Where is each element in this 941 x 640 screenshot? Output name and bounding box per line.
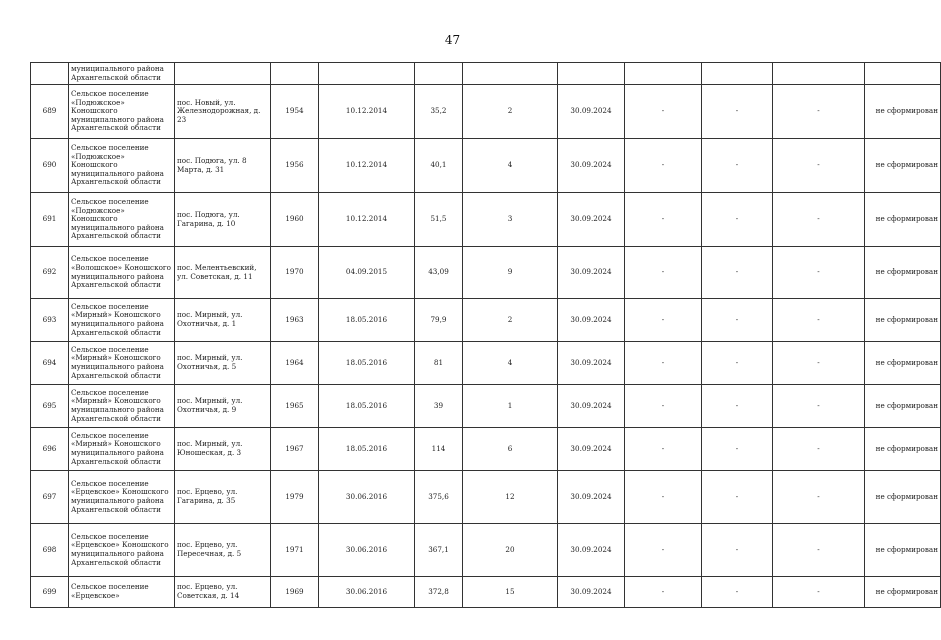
- cell-residents: 2: [463, 299, 558, 342]
- cell-planned-date: 30.09.2024: [558, 471, 625, 524]
- cell-dash-1: -: [625, 299, 702, 342]
- cell-address: пос. Подюга, ул. Гагарина, д. 10: [175, 193, 271, 247]
- cell-year-built: 1969: [271, 577, 319, 608]
- cell-row-number: 693: [31, 299, 69, 342]
- table-row: [31, 85, 941, 139]
- cell-row-number: 694: [31, 342, 69, 385]
- cell-residents: 2: [463, 85, 558, 139]
- cell-year-built: 1954: [271, 85, 319, 139]
- table-row: [31, 139, 941, 193]
- table-row: [31, 471, 941, 524]
- cell-dash-1: -: [625, 471, 702, 524]
- cell-row-number: 695: [31, 385, 69, 428]
- cell-address: пос. Ерцево, ул. Пересечная, д. 5: [175, 524, 271, 577]
- cell-status: не сформирован: [865, 139, 941, 193]
- cell-year-built: 1979: [271, 471, 319, 524]
- cell-empty: [865, 63, 941, 85]
- cell-owner: Сельское поселение «Волошское» Коношского муниципального района Архангельской области: [69, 247, 175, 299]
- cell-address: пос. Мирный, ул. Охотничья, д. 9: [175, 385, 271, 428]
- cell-planned-date: 30.09.2024: [558, 193, 625, 247]
- cell-status: не сформирован: [865, 428, 941, 471]
- cell-owner: Сельское поселение «Подюжское» Коношского муниципального района Архангельской области: [69, 85, 175, 139]
- cell-planned-date: 30.09.2024: [558, 85, 625, 139]
- cell-recognition-date: 18.05.2016: [319, 428, 415, 471]
- cell-residents: 12: [463, 471, 558, 524]
- cell-dash-3: -: [773, 193, 865, 247]
- cell-row-number: 696: [31, 428, 69, 471]
- cell-empty: [463, 63, 558, 85]
- cell-year-built: 1956: [271, 139, 319, 193]
- cell-planned-date: 30.09.2024: [558, 524, 625, 577]
- cell-dash-3: -: [773, 385, 865, 428]
- cell-owner: Сельское поселение «Подюжское» Коношского муниципального района Архангельской области: [69, 193, 175, 247]
- cell-dash-3: -: [773, 299, 865, 342]
- cell-owner: муниципального района Архангельской области: [69, 63, 175, 85]
- cell-empty: [319, 63, 415, 85]
- cell-dash-2: -: [702, 524, 773, 577]
- cell-area: 375,6: [415, 471, 463, 524]
- cell-dash-2: -: [702, 139, 773, 193]
- cell-dash-2: -: [702, 428, 773, 471]
- cell-owner: Сельское поселение «Мирный» Коношского муниципального района Архангельской области: [69, 385, 175, 428]
- cell-row-number: 690: [31, 139, 69, 193]
- cell-dash-1: -: [625, 85, 702, 139]
- cell-status: не сформирован: [865, 385, 941, 428]
- cell-recognition-date: 30.06.2016: [319, 524, 415, 577]
- cell-address: пос. Подюга, ул. 8 Марта, д. 31: [175, 139, 271, 193]
- cell-empty: [773, 63, 865, 85]
- cell-recognition-date: 18.05.2016: [319, 299, 415, 342]
- cell-dash-3: -: [773, 428, 865, 471]
- cell-planned-date: 30.09.2024: [558, 247, 625, 299]
- cell-dash-1: -: [625, 577, 702, 608]
- cell-owner: Сельское поселение «Ерцевское» Коношского муниципального района Архангельской области: [69, 524, 175, 577]
- cell-num: [31, 63, 69, 85]
- cell-empty: [175, 63, 271, 85]
- continuation-row: [31, 63, 941, 85]
- cell-recognition-date: 04.09.2015: [319, 247, 415, 299]
- cell-status: не сформирован: [865, 247, 941, 299]
- cell-address: пос. Ерцево, ул. Гагарина, д. 35: [175, 471, 271, 524]
- cell-owner: Сельское поселение «Мирный» Коношского муниципального района Архангельской области: [69, 342, 175, 385]
- cell-owner: Сельское поселение «Ерцевское» Коношского муниципального района Архангельской области: [69, 471, 175, 524]
- table-row: [31, 299, 941, 342]
- cell-planned-date: 30.09.2024: [558, 385, 625, 428]
- cell-dash-2: -: [702, 471, 773, 524]
- cell-row-number: 697: [31, 471, 69, 524]
- cell-dash-1: -: [625, 139, 702, 193]
- housing-registry-table: [30, 62, 941, 608]
- cell-recognition-date: 18.05.2016: [319, 342, 415, 385]
- cell-status: не сформирован: [865, 524, 941, 577]
- table-row: [31, 385, 941, 428]
- cell-planned-date: 30.09.2024: [558, 299, 625, 342]
- cell-status: не сформирован: [865, 342, 941, 385]
- cell-year-built: 1967: [271, 428, 319, 471]
- cell-year-built: 1964: [271, 342, 319, 385]
- cell-planned-date: 30.09.2024: [558, 577, 625, 608]
- cell-recognition-date: 30.06.2016: [319, 471, 415, 524]
- cell-row-number: 699: [31, 577, 69, 608]
- cell-dash-1: -: [625, 247, 702, 299]
- cell-area: 372,8: [415, 577, 463, 608]
- cell-address: пос. Ерцево, ул. Советская, д. 14: [175, 577, 271, 608]
- cell-dash-3: -: [773, 139, 865, 193]
- cell-status: не сформирован: [865, 471, 941, 524]
- cell-address: пос. Мирный, ул. Охотничья, д. 5: [175, 342, 271, 385]
- cell-owner: Сельское поселение «Мирный» Коношского муниципального района Архангельской области: [69, 428, 175, 471]
- cell-dash-3: -: [773, 85, 865, 139]
- cell-area: 39: [415, 385, 463, 428]
- cell-dash-3: -: [773, 342, 865, 385]
- cell-residents: 6: [463, 428, 558, 471]
- cell-status: не сформирован: [865, 85, 941, 139]
- cell-empty: [625, 63, 702, 85]
- cell-year-built: 1960: [271, 193, 319, 247]
- table-row: [31, 193, 941, 247]
- cell-area: 114: [415, 428, 463, 471]
- cell-recognition-date: 10.12.2014: [319, 139, 415, 193]
- cell-row-number: 689: [31, 85, 69, 139]
- cell-dash-3: -: [773, 524, 865, 577]
- cell-dash-2: -: [702, 85, 773, 139]
- cell-dash-1: -: [625, 342, 702, 385]
- cell-status: не сформирован: [865, 577, 941, 608]
- table-row: [31, 577, 941, 608]
- cell-dash-1: -: [625, 524, 702, 577]
- cell-area: 81: [415, 342, 463, 385]
- cell-area: 43,09: [415, 247, 463, 299]
- cell-address: пос. Мирный, ул. Юношеская, д. 3: [175, 428, 271, 471]
- cell-residents: 15: [463, 577, 558, 608]
- cell-dash-3: -: [773, 577, 865, 608]
- cell-address: пос. Мирный, ул. Охотничья, д. 1: [175, 299, 271, 342]
- cell-year-built: 1963: [271, 299, 319, 342]
- table-row: [31, 524, 941, 577]
- cell-dash-2: -: [702, 193, 773, 247]
- cell-dash-2: -: [702, 299, 773, 342]
- cell-residents: 4: [463, 342, 558, 385]
- cell-area: 79,9: [415, 299, 463, 342]
- cell-dash-2: -: [702, 247, 773, 299]
- cell-owner: Сельское поселение «Подюжское» Коношского муниципального района Архангельской области: [69, 139, 175, 193]
- cell-dash-3: -: [773, 471, 865, 524]
- cell-dash-2: -: [702, 342, 773, 385]
- cell-area: 35,2: [415, 85, 463, 139]
- cell-recognition-date: 10.12.2014: [319, 85, 415, 139]
- cell-year-built: 1965: [271, 385, 319, 428]
- cell-planned-date: 30.09.2024: [558, 428, 625, 471]
- table-row: [31, 247, 941, 299]
- cell-dash-1: -: [625, 193, 702, 247]
- table-row: [31, 428, 941, 471]
- cell-area: 51,5: [415, 193, 463, 247]
- cell-row-number: 691: [31, 193, 69, 247]
- cell-area: 367,1: [415, 524, 463, 577]
- cell-recognition-date: 10.12.2014: [319, 193, 415, 247]
- cell-recognition-date: 30.06.2016: [319, 577, 415, 608]
- cell-owner: Сельское поселение «Мирный» Коношского муниципального района Архангельской области: [69, 299, 175, 342]
- cell-year-built: 1971: [271, 524, 319, 577]
- cell-dash-2: -: [702, 385, 773, 428]
- cell-empty: [558, 63, 625, 85]
- table-row: [31, 342, 941, 385]
- cell-residents: 3: [463, 193, 558, 247]
- cell-dash-3: -: [773, 247, 865, 299]
- page-number: 47: [444, 33, 461, 47]
- cell-address: пос. Новый, ул. Железнодорожная, д. 23: [175, 85, 271, 139]
- cell-row-number: 698: [31, 524, 69, 577]
- cell-status: не сформирован: [865, 193, 941, 247]
- cell-planned-date: 30.09.2024: [558, 139, 625, 193]
- cell-residents: 9: [463, 247, 558, 299]
- cell-recognition-date: 18.05.2016: [319, 385, 415, 428]
- cell-status: не сформирован: [865, 299, 941, 342]
- cell-row-number: 692: [31, 247, 69, 299]
- cell-residents: 20: [463, 524, 558, 577]
- cell-planned-date: 30.09.2024: [558, 342, 625, 385]
- cell-empty: [702, 63, 773, 85]
- cell-dash-2: -: [702, 577, 773, 608]
- cell-empty: [415, 63, 463, 85]
- cell-dash-1: -: [625, 385, 702, 428]
- cell-residents: 1: [463, 385, 558, 428]
- cell-year-built: 1970: [271, 247, 319, 299]
- cell-owner: Сельское поселение «Ерцевское»: [69, 577, 175, 608]
- cell-residents: 4: [463, 139, 558, 193]
- cell-dash-1: -: [625, 428, 702, 471]
- cell-address: пос. Мелентьевский, ул. Советская, д. 11: [175, 247, 271, 299]
- cell-area: 40,1: [415, 139, 463, 193]
- cell-empty: [271, 63, 319, 85]
